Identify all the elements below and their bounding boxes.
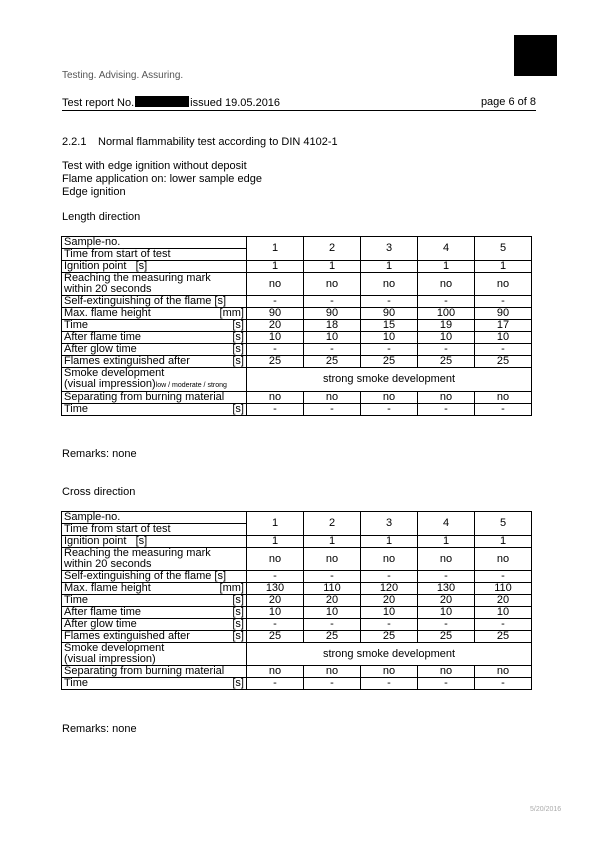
row-unit: [s] (232, 319, 244, 331)
table-cell: - (361, 344, 418, 356)
table-cell: 20 (361, 595, 418, 607)
table-row (62, 548, 532, 571)
table-cell: 25 (247, 631, 304, 643)
table-row (62, 512, 532, 524)
table-cell: - (247, 344, 304, 356)
table-row (62, 404, 532, 416)
table-cell: 110 (475, 583, 532, 595)
table-cell: 3 (361, 237, 418, 261)
row-label (62, 261, 247, 273)
table-cell: - (475, 344, 532, 356)
table-cell: 1 (361, 261, 418, 273)
row-label-text: After glow time (64, 618, 137, 630)
table-row (62, 392, 532, 404)
row-unit: [mm] (219, 307, 244, 319)
table-cell: 10 (475, 607, 532, 619)
table-row (62, 583, 532, 595)
row-label-text: Max. flame height (64, 582, 151, 594)
table-cell: 1 (247, 512, 304, 536)
row-label (62, 308, 247, 320)
table-cell: 90 (304, 308, 361, 320)
table-cell-smoke: strong smoke development (247, 368, 532, 392)
table-row (62, 261, 532, 273)
table-cell: 20 (475, 595, 532, 607)
table-cell: no (304, 273, 361, 296)
table-cell: 120 (361, 583, 418, 595)
row-label: Self-extinguishing of the flame [s] (62, 571, 247, 583)
table-cell: 1 (304, 261, 361, 273)
row-label-line: within 20 seconds (64, 558, 152, 570)
page-indicator: page 6 of 8 (480, 96, 536, 108)
row-label-line: Reaching the measuring mark (64, 547, 211, 559)
table-cell: no (304, 666, 361, 678)
table-cell: - (247, 296, 304, 308)
row-label: Time from start of test (62, 249, 247, 261)
table-cell: no (475, 666, 532, 678)
table-cell: no (475, 548, 532, 571)
table-cell: 1 (247, 261, 304, 273)
test-description (62, 160, 262, 199)
row-label: Self-extinguishing of the flame [s] (62, 296, 247, 308)
row-label-line: Smoke development (64, 367, 165, 379)
table-cell: 5 (475, 237, 532, 261)
table-cell: 2 (304, 237, 361, 261)
row-unit: [s] (232, 403, 244, 415)
row-unit: [mm] (219, 582, 244, 594)
company-logo-block (514, 35, 557, 76)
table-cell: 10 (361, 607, 418, 619)
table-cell: - (304, 619, 361, 631)
row-label-text: Flames extinguished after (64, 355, 190, 367)
row-label (62, 643, 247, 666)
table-row (62, 643, 532, 666)
table-cell: 1 (418, 536, 475, 548)
section-title: Normal flammability test according to DIN 4102-1 (98, 136, 338, 148)
row-unit: [s] (232, 355, 244, 367)
table-cell: - (361, 678, 418, 690)
table-cell: - (304, 344, 361, 356)
table-cell: 25 (247, 356, 304, 368)
table-cell: no (247, 666, 304, 678)
table-cell: 1 (247, 237, 304, 261)
table-row (62, 296, 532, 308)
row-label (62, 404, 247, 416)
table-cell: 20 (418, 595, 475, 607)
table-cell: - (304, 678, 361, 690)
cross-direction-label: Cross direction (62, 486, 136, 498)
table-row (62, 320, 532, 332)
issued-date: issued 19.05.2016 (190, 97, 281, 109)
row-label-line: within 20 seconds (64, 283, 152, 295)
table-cell: 20 (247, 320, 304, 332)
row-label (62, 356, 247, 368)
row-label-text: Ignition point (64, 535, 127, 547)
row-unit: [s] (232, 606, 244, 618)
table-cell: 110 (304, 583, 361, 595)
table-cell: no (361, 548, 418, 571)
row-label-text: After flame time (64, 331, 142, 343)
table-cell: 1 (475, 261, 532, 273)
table-row (62, 595, 532, 607)
table-row (62, 368, 532, 392)
table-row (62, 332, 532, 344)
row-label-text: Time (64, 677, 89, 689)
table-cell: 10 (418, 607, 475, 619)
table-cell: 20 (247, 595, 304, 607)
table-cell: 130 (247, 583, 304, 595)
table-cell: 90 (247, 308, 304, 320)
table-cell: 25 (304, 356, 361, 368)
row-label: Separating from burning material (62, 392, 247, 404)
table-cell: - (475, 619, 532, 631)
table-cell: no (304, 548, 361, 571)
table-cell: 10 (247, 607, 304, 619)
table-cell: no (361, 666, 418, 678)
row-label-line (64, 379, 244, 391)
table-cell: 4 (418, 237, 475, 261)
table-cell: 5 (475, 512, 532, 536)
row-label (62, 536, 247, 548)
report-header (62, 96, 536, 111)
cross-direction-table (61, 511, 532, 690)
table-cell: 1 (418, 261, 475, 273)
row-unit: [s] (232, 618, 244, 630)
row-label (62, 332, 247, 344)
table-cell: 25 (304, 631, 361, 643)
row-label-text: After glow time (64, 343, 137, 355)
table-cell: no (361, 273, 418, 296)
length-direction-table (61, 236, 532, 416)
table-cell-smoke: strong smoke development (247, 643, 532, 666)
table-cell: - (475, 678, 532, 690)
table-cell: - (475, 404, 532, 416)
table-cell: - (475, 571, 532, 583)
table-cell: - (361, 296, 418, 308)
table-row (62, 237, 532, 249)
company-tagline: Testing. Advising. Assuring. (62, 70, 184, 81)
length-remarks: Remarks: none (62, 448, 137, 460)
row-unit: [s] (135, 260, 148, 272)
table-row (62, 619, 532, 631)
row-unit: [s] (232, 677, 244, 689)
table-cell: no (418, 273, 475, 296)
table-cell: 10 (304, 332, 361, 344)
table-cell: no (304, 392, 361, 404)
row-label: Sample-no. (62, 512, 247, 524)
table-cell: no (247, 392, 304, 404)
table-row (62, 666, 532, 678)
table-cell: 18 (304, 320, 361, 332)
table-cell: - (304, 404, 361, 416)
table-cell: 17 (475, 320, 532, 332)
redacted-report-number (135, 96, 189, 107)
table-cell: - (418, 404, 475, 416)
table-cell: 25 (475, 356, 532, 368)
table-cell: - (304, 571, 361, 583)
row-label-line: (visual impression) (64, 653, 156, 665)
row-label: Sample-no. (62, 237, 247, 249)
section-heading (62, 136, 338, 148)
table-row (62, 344, 532, 356)
table-cell: no (418, 666, 475, 678)
table-cell: 3 (361, 512, 418, 536)
intro-line: Test with edge ignition without deposit (62, 160, 247, 172)
table-cell: 1 (361, 536, 418, 548)
table-cell: 1 (475, 536, 532, 548)
table-cell: no (418, 392, 475, 404)
table-cell: - (247, 678, 304, 690)
row-label (62, 344, 247, 356)
row-unit: [s] (232, 630, 244, 642)
section-number: 2.2.1 (62, 136, 87, 148)
table-cell: - (247, 571, 304, 583)
row-label-scale: low / moderate / strong (155, 382, 227, 389)
length-direction-label: Length direction (62, 211, 141, 223)
table-row (62, 273, 532, 296)
table-row (62, 571, 532, 583)
cross-remarks: Remarks: none (62, 723, 137, 735)
table-cell: 2 (304, 512, 361, 536)
table-cell: no (475, 392, 532, 404)
table-cell: 25 (418, 631, 475, 643)
row-label: Separating from burning material (62, 666, 247, 678)
table-cell: - (247, 619, 304, 631)
table-cell: no (475, 273, 532, 296)
row-label-text: Time (64, 319, 89, 331)
report-number-label: Test report No. (62, 97, 135, 109)
table-row (62, 356, 532, 368)
table-cell: 10 (361, 332, 418, 344)
row-label (62, 320, 247, 332)
table-row (62, 631, 532, 643)
table-cell: - (361, 404, 418, 416)
intro-line: Edge ignition (62, 186, 126, 198)
table-cell: 25 (418, 356, 475, 368)
row-unit: [s] (232, 594, 244, 606)
table-row (62, 607, 532, 619)
row-label: Time from start of test (62, 524, 247, 536)
table-cell: 19 (418, 320, 475, 332)
row-label (62, 273, 247, 296)
row-label (62, 595, 247, 607)
row-label-text: Time (64, 403, 89, 415)
row-label (62, 548, 247, 571)
row-label-text: Ignition point (64, 260, 127, 272)
table-cell: no (247, 548, 304, 571)
row-label (62, 631, 247, 643)
row-label-text: Flames extinguished after (64, 630, 190, 642)
table-cell: 90 (361, 308, 418, 320)
row-label-text: (visual impression) (64, 378, 156, 390)
table-cell: no (361, 392, 418, 404)
table-cell: - (418, 619, 475, 631)
row-label (62, 678, 247, 690)
row-label-text: After flame time (64, 606, 142, 618)
table-cell: 4 (418, 512, 475, 536)
row-label-text: Time (64, 594, 89, 606)
row-label-line: Reaching the measuring mark (64, 272, 211, 284)
table-cell: 10 (418, 332, 475, 344)
footer-date: 5/20/2016 (530, 806, 562, 813)
table-cell: - (247, 404, 304, 416)
table-cell: 15 (361, 320, 418, 332)
table-cell: - (418, 296, 475, 308)
table-cell: 130 (418, 583, 475, 595)
table-row (62, 678, 532, 690)
row-unit: [s] (232, 343, 244, 355)
table-row (62, 308, 532, 320)
row-label (62, 583, 247, 595)
table-cell: 10 (247, 332, 304, 344)
table-cell: 10 (475, 332, 532, 344)
table-cell: - (418, 678, 475, 690)
table-cell: 100 (418, 308, 475, 320)
table-cell: 90 (475, 308, 532, 320)
row-label (62, 619, 247, 631)
table-cell: 25 (361, 631, 418, 643)
table-cell: 25 (361, 356, 418, 368)
intro-line: Flame application on: lower sample edge (62, 173, 262, 185)
table-cell: - (361, 571, 418, 583)
table-cell: - (361, 619, 418, 631)
row-label (62, 607, 247, 619)
table-cell: - (418, 344, 475, 356)
table-cell: - (418, 571, 475, 583)
table-cell: 10 (304, 607, 361, 619)
row-label-line: Smoke development (64, 642, 165, 654)
table-cell: 20 (304, 595, 361, 607)
table-cell: no (247, 273, 304, 296)
row-unit: [s] (232, 331, 244, 343)
table-cell: - (475, 296, 532, 308)
table-cell: - (304, 296, 361, 308)
row-unit: [s] (135, 535, 148, 547)
table-cell: no (418, 548, 475, 571)
row-label (62, 368, 247, 392)
table-cell: 1 (304, 536, 361, 548)
table-cell: 1 (247, 536, 304, 548)
row-label-text: Max. flame height (64, 307, 151, 319)
table-row (62, 536, 532, 548)
table-cell: 25 (475, 631, 532, 643)
